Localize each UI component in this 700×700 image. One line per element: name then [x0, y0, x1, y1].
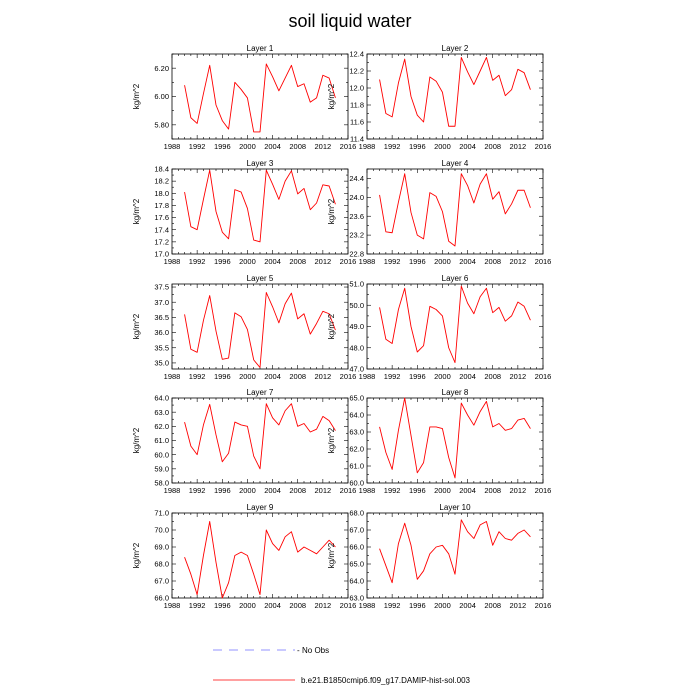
- x-tick-label: 2012: [314, 142, 332, 151]
- x-tick-label: 1992: [383, 601, 401, 610]
- y-tick-label: 23.2: [349, 230, 364, 240]
- x-tick-label: 1996: [213, 372, 231, 381]
- x-tick-label: 2012: [509, 142, 527, 151]
- y-tick-label: 35.0: [154, 358, 169, 368]
- panel-layer-1: [132, 44, 356, 151]
- panel-layer-5: [132, 274, 356, 381]
- y-tick-label: 11.6: [349, 117, 364, 127]
- x-tick-label: 2016: [339, 601, 357, 610]
- series-line: [185, 64, 336, 132]
- panel-layer-3: [132, 159, 356, 266]
- panel-title: Layer 5: [246, 274, 274, 283]
- y-tick-label: 23.6: [349, 211, 364, 221]
- x-tick-label: 1992: [383, 486, 401, 495]
- series-line: [185, 522, 336, 599]
- y-axis-label: kg/m^2: [327, 313, 336, 340]
- x-tick-label: 1992: [383, 142, 401, 151]
- plot-frame: [367, 398, 543, 483]
- x-tick-label: 2000: [434, 142, 451, 151]
- x-tick-label: 2004: [264, 257, 281, 266]
- x-tick-label: 2008: [289, 486, 307, 495]
- y-tick-label: 69.0: [154, 542, 169, 552]
- y-tick-label: 17.8: [154, 201, 169, 211]
- y-tick-label: 59.0: [154, 464, 169, 474]
- x-tick-label: 2008: [289, 257, 307, 266]
- x-tick-label: 2012: [314, 372, 332, 381]
- x-tick-label: 2000: [239, 142, 256, 151]
- y-tick-label: 64.0: [154, 393, 169, 403]
- y-tick-label: 18.0: [154, 188, 169, 198]
- y-tick-label: 12.2: [349, 66, 364, 76]
- y-tick-label: 62.0: [154, 421, 169, 431]
- x-tick-label: 2000: [239, 486, 256, 495]
- y-axis-label: kg/m^2: [327, 427, 336, 454]
- y-tick-label: 17.0: [154, 249, 169, 259]
- y-tick-label: 17.6: [154, 213, 169, 223]
- y-tick-label: 65.0: [349, 559, 364, 569]
- x-tick-label: 1988: [163, 486, 181, 495]
- plot-frame: [367, 513, 543, 598]
- y-tick-label: 61.0: [349, 461, 364, 471]
- panel-layer-6: [327, 274, 551, 381]
- panel-title: Layer 10: [439, 503, 471, 512]
- x-tick-label: 1996: [213, 601, 231, 610]
- y-tick-label: 24.4: [349, 174, 364, 184]
- x-tick-label: 2000: [239, 372, 256, 381]
- x-tick-label: 2000: [239, 257, 256, 266]
- y-tick-label: 65.0: [349, 393, 364, 403]
- x-tick-label: 2016: [339, 142, 357, 151]
- x-tick-label: 1988: [163, 142, 181, 151]
- x-tick-label: 2004: [459, 486, 476, 495]
- x-tick-label: 2004: [459, 257, 476, 266]
- x-tick-label: 1988: [358, 601, 376, 610]
- x-tick-label: 1996: [408, 257, 426, 266]
- y-tick-label: 71.0: [154, 508, 169, 518]
- panel-title: Layer 2: [441, 44, 469, 53]
- y-tick-label: 22.8: [349, 249, 364, 259]
- x-tick-label: 2016: [534, 601, 552, 610]
- x-tick-label: 2004: [264, 486, 281, 495]
- y-tick-label: 35.5: [154, 343, 169, 353]
- panel-layer-9: [132, 503, 356, 610]
- x-tick-label: 2008: [484, 372, 502, 381]
- y-axis-label: kg/m^2: [132, 198, 141, 225]
- plot-frame: [367, 284, 543, 369]
- figure-title: soil liquid water: [288, 11, 412, 31]
- x-tick-label: 2012: [314, 486, 332, 495]
- y-tick-label: 12.4: [349, 49, 364, 59]
- panel-title: Layer 9: [246, 503, 274, 512]
- y-tick-label: 60.0: [154, 450, 169, 460]
- y-axis-label: kg/m^2: [327, 542, 336, 569]
- y-tick-label: 66.0: [349, 542, 364, 552]
- y-tick-label: 70.0: [154, 525, 169, 535]
- legend-model-label: b.e21.B1850cmip6.f09_g17.DAMIP-hist-sol.003: [301, 676, 470, 685]
- panel-layer-2: [327, 44, 551, 151]
- x-tick-label: 2004: [264, 601, 281, 610]
- panel-layer-8: [327, 388, 551, 495]
- y-tick-label: 62.0: [349, 444, 364, 454]
- x-tick-label: 2000: [434, 601, 451, 610]
- y-tick-label: 37.0: [154, 297, 169, 307]
- x-tick-label: 2012: [509, 257, 527, 266]
- x-tick-label: 2016: [534, 372, 552, 381]
- y-tick-label: 50.0: [349, 300, 364, 310]
- x-tick-label: 2008: [289, 372, 307, 381]
- y-tick-label: 48.0: [349, 343, 364, 353]
- y-axis-label: kg/m^2: [327, 83, 336, 110]
- x-tick-label: 2004: [264, 372, 281, 381]
- y-tick-label: 12.0: [349, 83, 364, 93]
- x-tick-label: 1996: [213, 486, 231, 495]
- y-tick-label: 68.0: [349, 508, 364, 518]
- x-tick-label: 1996: [213, 142, 231, 151]
- legend-no-obs-dash: -: [297, 646, 300, 655]
- y-tick-label: 64.0: [349, 410, 364, 420]
- x-tick-label: 2008: [484, 257, 502, 266]
- panel-title: Layer 1: [246, 44, 274, 53]
- x-tick-label: 2004: [264, 142, 281, 151]
- x-tick-label: 1996: [408, 601, 426, 610]
- y-tick-label: 60.0: [349, 478, 364, 488]
- y-tick-label: 36.5: [154, 312, 169, 322]
- x-tick-label: 1992: [188, 257, 206, 266]
- x-tick-label: 2000: [434, 257, 451, 266]
- x-tick-label: 1996: [408, 142, 426, 151]
- x-tick-label: 1992: [188, 601, 206, 610]
- x-tick-label: 2016: [339, 372, 357, 381]
- y-tick-label: 58.0: [154, 478, 169, 488]
- x-tick-label: 2008: [484, 601, 502, 610]
- series-line: [380, 520, 531, 583]
- panel-title: Layer 6: [441, 274, 469, 283]
- plot-frame: [172, 284, 348, 369]
- y-tick-label: 18.2: [154, 176, 169, 186]
- y-tick-label: 49.0: [349, 322, 364, 332]
- x-tick-label: 1992: [188, 142, 206, 151]
- x-tick-label: 2016: [534, 486, 552, 495]
- y-tick-label: 5.80: [154, 120, 169, 130]
- legend-no-obs-label: No Obs: [302, 646, 330, 655]
- series-line: [380, 286, 531, 363]
- x-tick-label: 2004: [459, 601, 476, 610]
- series-line: [185, 170, 336, 242]
- panel-grid: [132, 44, 551, 610]
- x-tick-label: 2000: [239, 601, 256, 610]
- y-axis-label: kg/m^2: [132, 83, 141, 110]
- panel-layer-7: [132, 388, 356, 495]
- x-tick-label: 1988: [163, 601, 181, 610]
- series-line: [185, 293, 336, 368]
- y-tick-label: 67.0: [349, 525, 364, 535]
- y-tick-label: 63.0: [154, 407, 169, 417]
- x-tick-label: 2008: [484, 142, 502, 151]
- x-tick-label: 1988: [163, 257, 181, 266]
- plot-frame: [172, 398, 348, 483]
- x-tick-label: 2016: [534, 142, 552, 151]
- y-tick-label: 68.0: [154, 559, 169, 569]
- x-tick-label: 1992: [383, 257, 401, 266]
- y-axis-label: kg/m^2: [327, 198, 336, 225]
- y-tick-label: 63.0: [349, 427, 364, 437]
- x-tick-label: 1988: [358, 486, 376, 495]
- y-tick-label: 6.00: [154, 92, 169, 102]
- x-tick-label: 2008: [289, 601, 307, 610]
- x-tick-label: 1988: [358, 372, 376, 381]
- y-tick-label: 24.0: [349, 192, 364, 202]
- x-tick-label: 1996: [408, 372, 426, 381]
- y-tick-label: 17.4: [154, 225, 169, 235]
- y-tick-label: 67.0: [154, 576, 169, 586]
- panel-title: Layer 3: [246, 159, 274, 168]
- x-tick-label: 2012: [509, 486, 527, 495]
- x-tick-label: 2016: [339, 486, 357, 495]
- x-tick-label: 1992: [188, 486, 206, 495]
- panel-layer-4: [327, 159, 551, 266]
- y-axis-label: kg/m^2: [132, 427, 141, 454]
- y-tick-label: 51.0: [349, 279, 364, 289]
- y-tick-label: 6.20: [154, 63, 169, 73]
- x-tick-label: 2000: [434, 486, 451, 495]
- panel-title: Layer 8: [441, 388, 469, 397]
- y-tick-label: 37.5: [154, 282, 169, 292]
- y-tick-label: 11.8: [349, 100, 364, 110]
- plot-frame: [172, 54, 348, 139]
- x-tick-label: 2012: [314, 257, 332, 266]
- x-tick-label: 1996: [408, 486, 426, 495]
- series-line: [380, 398, 531, 478]
- x-tick-label: 1988: [358, 257, 376, 266]
- x-tick-label: 1992: [383, 372, 401, 381]
- x-tick-label: 1992: [188, 372, 206, 381]
- x-tick-label: 1988: [358, 142, 376, 151]
- panel-title: Layer 7: [246, 388, 274, 397]
- y-tick-label: 36.0: [154, 328, 169, 338]
- x-tick-label: 2012: [509, 372, 527, 381]
- y-tick-label: 66.0: [154, 593, 169, 603]
- panel-title: Layer 4: [441, 159, 469, 168]
- x-tick-label: 2008: [289, 142, 307, 151]
- x-tick-label: 2008: [484, 486, 502, 495]
- series-line: [380, 57, 531, 126]
- y-tick-label: 18.4: [154, 164, 169, 174]
- x-tick-label: 2016: [534, 257, 552, 266]
- y-tick-label: 64.0: [349, 576, 364, 586]
- y-axis-label: kg/m^2: [132, 313, 141, 340]
- x-tick-label: 2004: [459, 372, 476, 381]
- x-tick-label: 2000: [434, 372, 451, 381]
- x-tick-label: 2016: [339, 257, 357, 266]
- legend: [213, 646, 471, 685]
- y-tick-label: 17.2: [154, 237, 169, 247]
- x-tick-label: 2012: [314, 601, 332, 610]
- series-line: [380, 174, 531, 246]
- series-line: [185, 404, 336, 469]
- x-tick-label: 2004: [459, 142, 476, 151]
- panel-layer-10: [327, 503, 551, 610]
- y-tick-label: 47.0: [349, 364, 364, 374]
- y-axis-label: kg/m^2: [132, 542, 141, 569]
- x-tick-label: 2012: [509, 601, 527, 610]
- y-tick-label: 61.0: [154, 436, 169, 446]
- x-tick-label: 1996: [213, 257, 231, 266]
- x-tick-label: 1988: [163, 372, 181, 381]
- y-tick-label: 11.4: [349, 134, 364, 144]
- y-tick-label: 63.0: [349, 593, 364, 603]
